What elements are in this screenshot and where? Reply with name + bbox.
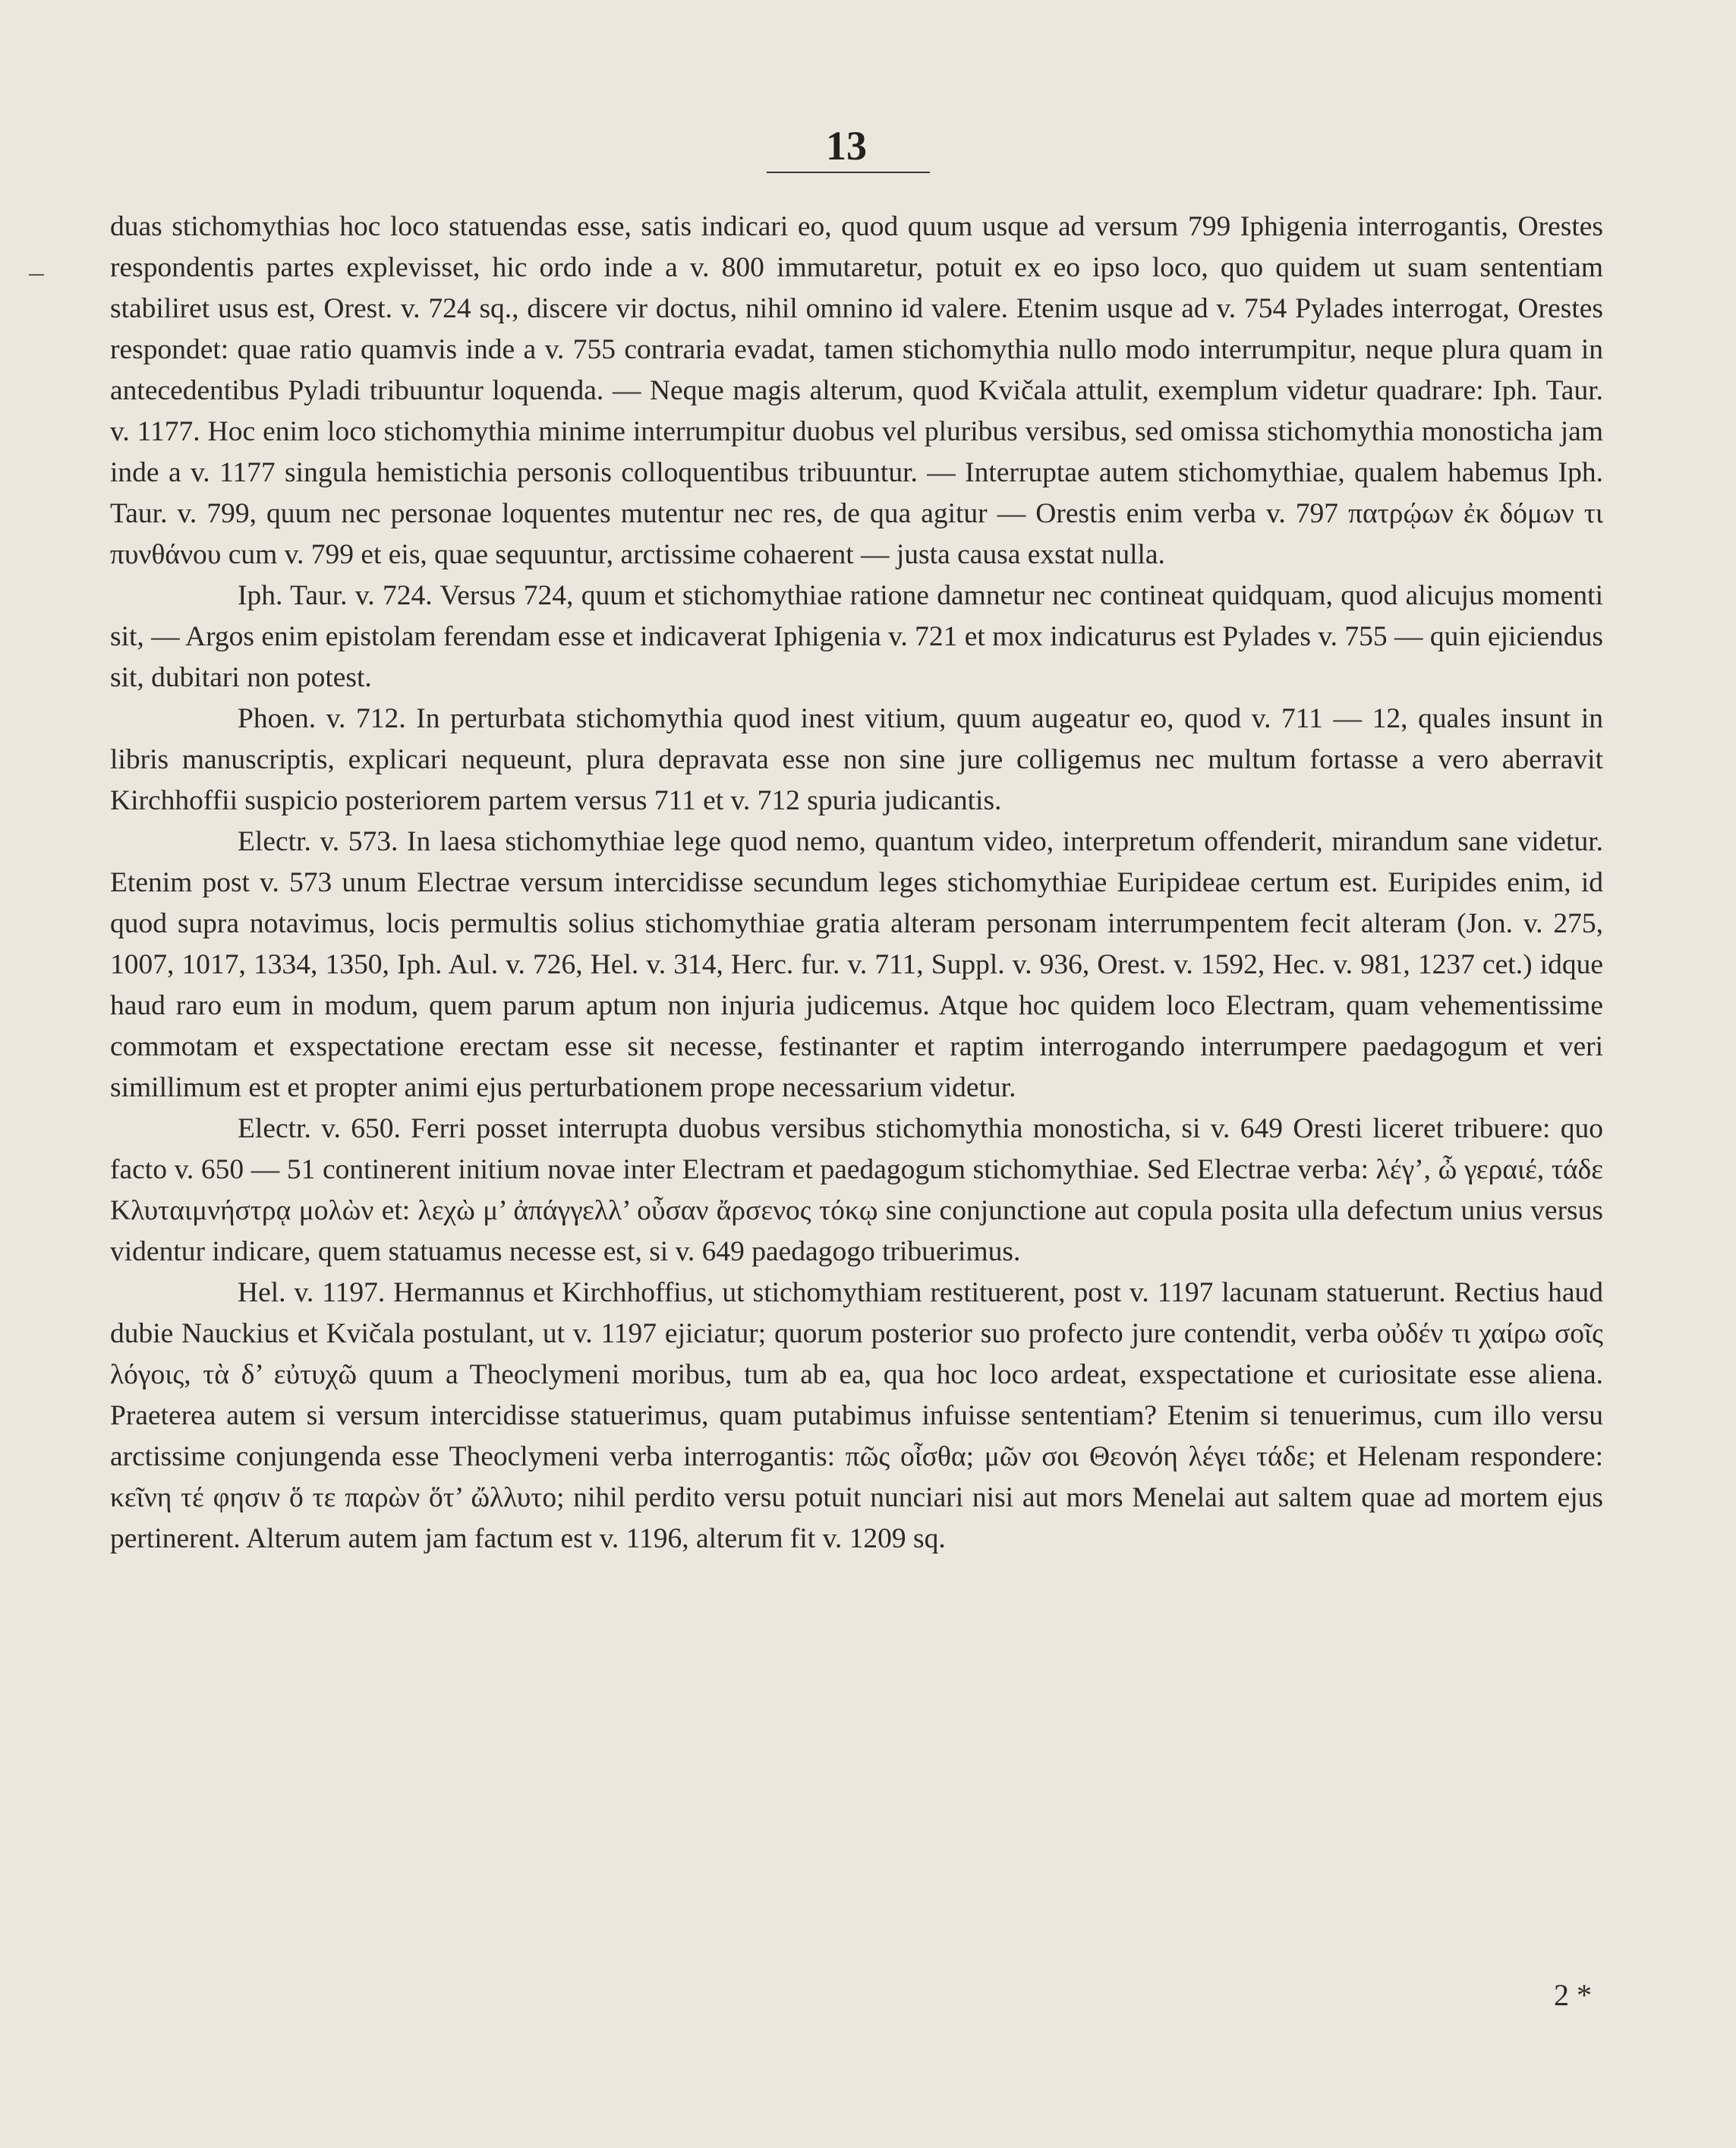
- signature-mark: 2 *: [1554, 1978, 1592, 2012]
- margin-tick-mark: [29, 274, 44, 276]
- paragraph-continuation: duas stichomythias hoc loco statuendas esse, satis indicari eo, quod quum usque ad versum 799 Iphigenia interrogantis, Orestes respondentis partes explevisset, hic ordo inde a v. 800 immutaretur, potuit ex eo ipso loco, quo quidem ut suam sententiam stabiliret usus est, Orest. v. 724 sq., discere vir doctus, nihil omnino id valere. Etenim usque ad v. 754 Pylades interrogat, Orestes respondet: quae ratio quamvis inde a v. 755 contraria evadat, tamen stichomythia nullo modo interrumpitur, neque plura quam in antecedentibus Pyladi tribuuntur loquenda. — Neque magis alterum, quod Kvičala attulit, exemplum videtur quadrare: Iph. Taur. v. 1177. Hoc enim loco stichomythia minime interrumpitur duobus vel pluribus versibus, sed omissa stichomythia monosticha jam inde a v. 1177 singula hemistichia personis colloquentibus tribuuntur. — Interruptae autem stichomythiae, qualem habemus Iph. Taur. v. 799, quum nec personae loquentes mutentur nec res, de qua agitur — Orestis enim verba v. 797 πατρῴων ἐκ δόμων τι πυνθάνου cum v. 799 et eis, quae sequuntur, arctissime cohaerent — justa causa exstat nulla.: [110, 211, 1603, 570]
- page-number: 13: [826, 123, 867, 169]
- paragraph-phoen-712: Phoen. v. 712. In perturbata stichomythia quod inest vitium, quum augeatur eo, quod v. 711 — 12, quales insunt in libris manuscriptis, explicari nequeunt, plura depravata esse non sine jure colligemus nec multum fortasse a vero aberravit Kirchhoffii suspicio posteriorem partem versus 711 et v. 712 spuria judicantis.: [110, 703, 1603, 816]
- paragraph-iph-taur-724: Iph. Taur. v. 724. Versus 724, quum et stichomythiae ratione damnetur nec contineat quidquam, quod alicujus momenti sit, — Argos enim epistolam ferendam esse et indicaverat Iphigenia v. 721 et mox indicaturus est Pylades v. 755 — quin ejiciendus sit, dubitari non potest.: [110, 580, 1603, 693]
- paragraph-electr-573: Electr. v. 573. In laesa stichomythiae lege quod nemo, quantum video, interpretum offenderit, mirandum sane videtur. Etenim post v. 573 unum Electrae versum intercidisse secundum leges stichomythiae Euripideae certum est. Euripides enim, id quod supra notavimus, locis permultis solius stichomythiae gratia alteram personam interrumpentem fecit alteram (Jon. v. 275, 1007, 1017, 1334, 1350, Iph. Aul. v. 726, Hel. v. 314, Herc. fur. v. 711, Suppl. v. 936, Orest. v. 1592, Hec. v. 981, 1237 cet.) idque haud raro eum in modum, quem parum aptum non injuria judicemus. Atque hoc quidem loco Electram, quam vehementissime commotam et exspectatione erectam esse sit necesse, festinanter et raptim interrogando interrumpere paedagogum et veri simillimum est et propter animi ejus perturbationem prope necessarium videtur.: [110, 826, 1603, 1103]
- paragraph-hel-1197: Hel. v. 1197. Hermannus et Kirchhoffius, ut stichomythiam restituerent, post v. 1197 lacunam statuerunt. Rectius haud dubie Nauckius et Kvičala postulant, ut v. 1197 ejiciatur; quorum posterior suo profecto jure contendit, verba οὐδέν τι χαίρω σοῖς λόγοις, τὰ δ’ εὐτυχῶ quum a Theoclymeni moribus, tum ab ea, qua hoc loco ardeat, exspectatione et curiositate esse aliena. Praeterea autem si versum intercidisse statuerimus, quam putabimus infuisse sententiam? Etenim si tenuerimus, cum illo versu arctissime conjungenda esse Theoclymeni verba interrogantis: πῶς οἶσθα; μῶν σοι Θεονόη λέγει τάδε; et Helenam respondere: κεῖνη τέ φησιν ὅ τε παρὼν ὅτ’ ὤλλυτο; nihil perdito versu potuit nunciari nisi aut mors Menelai aut saltem quae ad mortem ejus pertinerent. Alterum autem jam factum est v. 1196, alterum fit v. 1209 sq.: [110, 1277, 1604, 1554]
- header-rule: [767, 172, 930, 173]
- body-text: [110, 207, 1603, 1560]
- paragraph-electr-650: Electr. v. 650. Ferri posset interrupta duobus versibus stichomythia monosticha, si v. 649 Oresti liceret tribuere: quo facto v. 650 — 51 continerent initium novae inter Electram et paedagogum stichomythiae. Sed Electrae verba: λέγ’, ὦ γεραιέ, τάδε Κλυταιμνήστρᾳ μολὼν et: λεχὼ μ’ ἀπάγγελλ’ οὖσαν ἄρσενος τόκῳ sine conjunctione aut copula posita ulla defectum unius versus videntur indicare, quem statuamus necesse est, si v. 649 paedagogo tribuerimus.: [110, 1113, 1603, 1267]
